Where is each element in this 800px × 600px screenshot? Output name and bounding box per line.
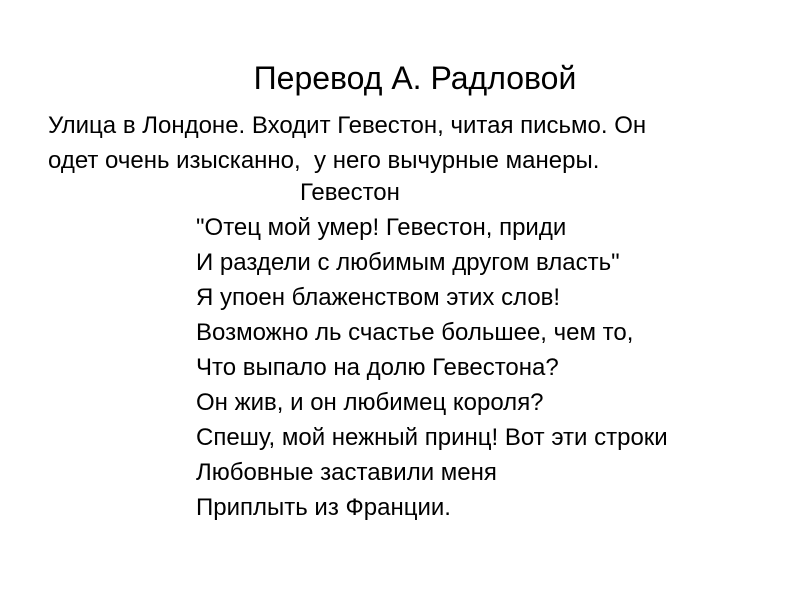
verse-line: И раздели с любимым другом власть" (196, 249, 620, 276)
verse-line: "Отец мой умер! Гевестон, приди (196, 214, 567, 241)
stage-direction-line: Улица в Лондоне. Входит Гевестон, читая письмо. Он (48, 112, 647, 139)
verse-line: Возможно ль счастье большее, чем то, (196, 319, 634, 346)
stage-direction-line: одет очень изысканно, у него вычурные манеры. (48, 147, 600, 174)
stage-direction (48, 108, 646, 178)
verse-block (196, 210, 668, 525)
speaker-name: Гевестон (300, 179, 400, 206)
verse-line: Спешу, мой нежный принц! Вот эти строки (196, 424, 668, 451)
document-title: Перевод А. Радловой (253, 60, 577, 96)
verse-line: Я упоен блаженством этих слов! (196, 284, 561, 311)
verse-line: Любовные заставили меня (196, 459, 497, 486)
verse-line: Что выпало на долю Гевестона? (196, 354, 559, 381)
verse-line: Приплыть из Франции. (196, 494, 451, 521)
verse-line: Он жив, и он любимец короля? (196, 389, 544, 416)
